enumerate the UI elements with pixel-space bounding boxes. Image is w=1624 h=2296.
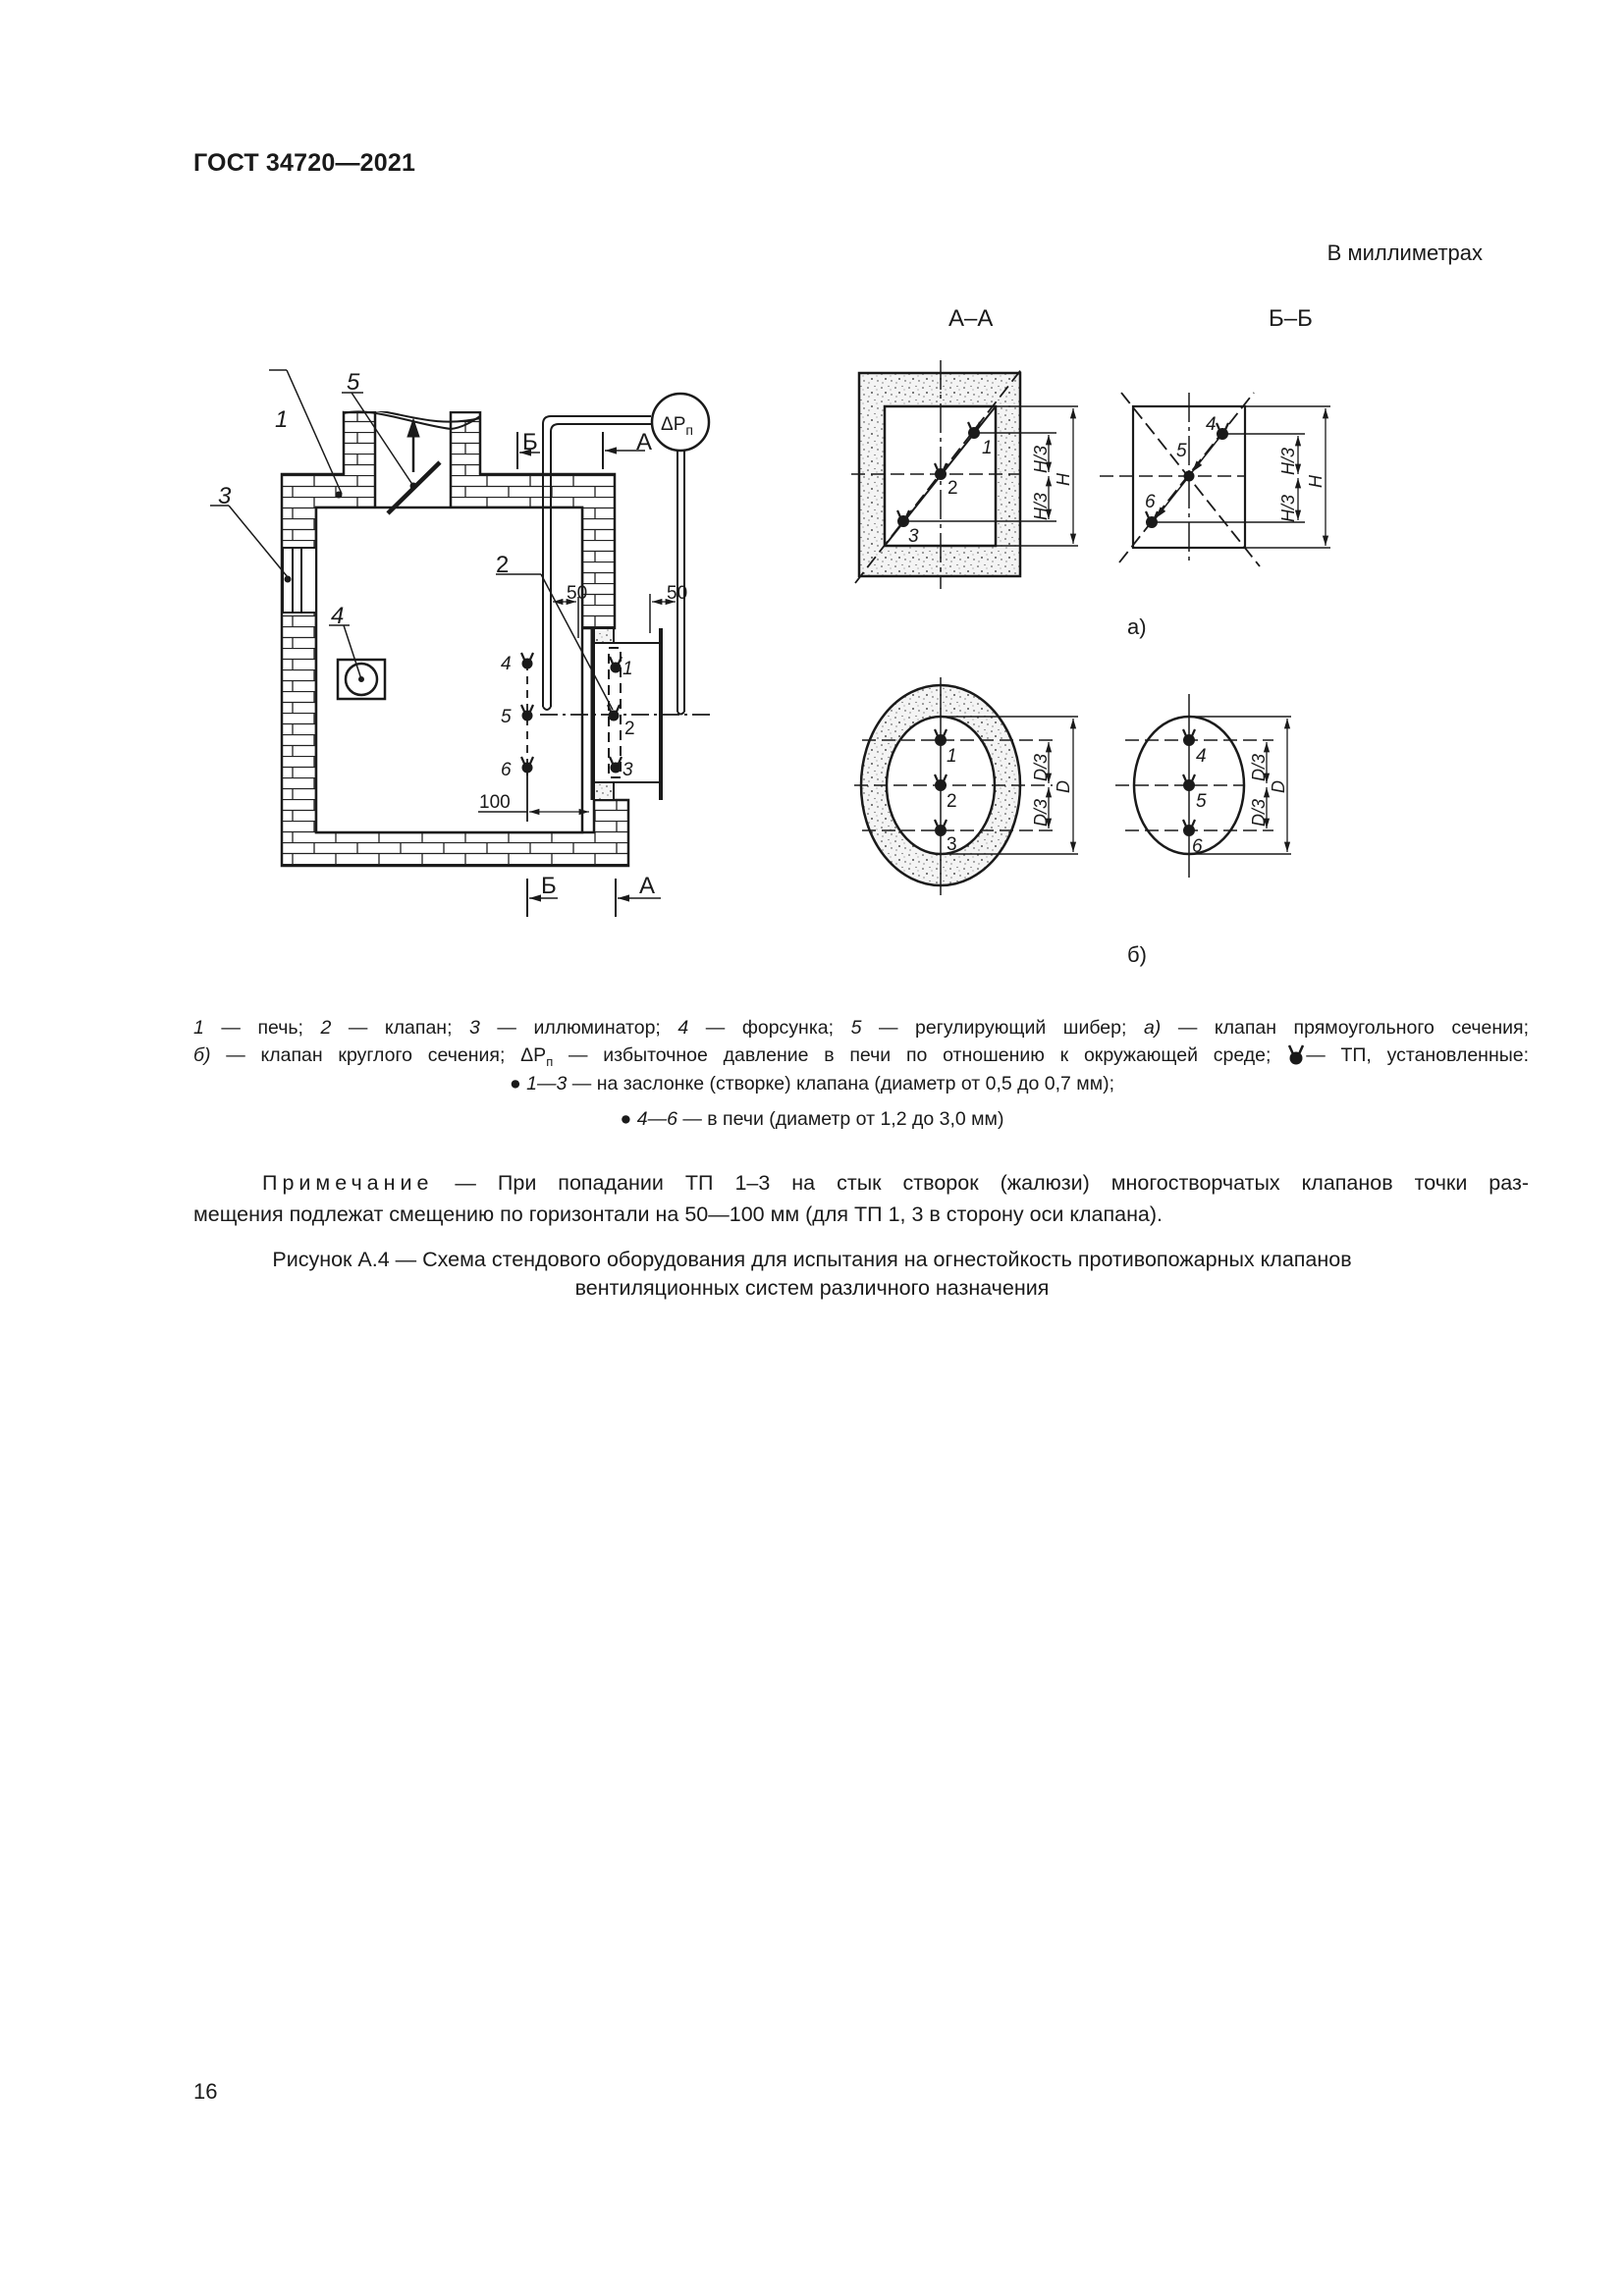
callout-3: 3: [218, 483, 232, 509]
section-mark-a-top: А: [636, 429, 653, 455]
section-bb-round: [1115, 694, 1291, 878]
legend-bullet-2: ● 4—6 — в печи (диаметр от 1,2 до 3,0 мм): [620, 1108, 1004, 1130]
units-note: В миллиметрах: [1326, 240, 1483, 265]
callout-2: 2: [496, 552, 510, 578]
svg-text:D/3: D/3: [1031, 798, 1051, 827]
svg-text:2: 2: [947, 791, 957, 812]
callout-5: 5: [347, 369, 360, 396]
svg-text:H/3: H/3: [1031, 492, 1051, 520]
svg-text:4: 4: [1206, 414, 1217, 435]
svg-text:50: 50: [667, 583, 688, 604]
section-mark-b-top: Б: [522, 429, 538, 455]
svg-text:5: 5: [1176, 441, 1187, 461]
svg-text:1: 1: [947, 746, 957, 767]
svg-text:2: 2: [624, 719, 635, 739]
section-aa-title: А–А: [948, 305, 994, 332]
svg-text:3: 3: [947, 834, 957, 855]
callout-1: 1: [275, 406, 289, 433]
svg-text:H: H: [1306, 475, 1326, 488]
standard-code: ГОСТ 34720—2021: [193, 149, 416, 177]
note-label: Примечание: [262, 1171, 434, 1195]
svg-text:1: 1: [982, 438, 993, 458]
pressure-gauge-label: $\Delta P_п$: [661, 414, 693, 438]
legend-bullet-1: ● 1—3 — на заслонке (створке) клапана (диаметр от 0,5 до 0,7 мм);: [509, 1073, 1115, 1095]
section-bb-title: Б–Б: [1269, 305, 1313, 332]
svg-text:4: 4: [501, 654, 512, 674]
svg-text:6: 6: [1145, 492, 1156, 512]
subfigure-label-b: б): [1127, 942, 1147, 967]
svg-text:H/3: H/3: [1278, 494, 1298, 522]
legend-line-2: б) — клапан круглого сечения; $\Delta P_п$ — избыточное давление в печи по отношению к окружающей среде; — ТП, установленные:: [193, 1044, 1529, 1069]
legend-line-1: 1 — печь; 2 — клапан; 3 — иллюминатор; 4 — форсунка; 5 — регулирующий шибер; а) — клапан прямоугольного сечения;: [193, 1017, 1529, 1039]
note: Примечание — При попадании ТП 1–3 на стык створок (жалюзи) многостворчатых клапанов точки раз- мещения подлежат смещению по горизонтали на 50—100 мм (для ТП 1, 3 в сторону оси клапана).: [193, 1171, 1529, 1226]
thermocouple-icon: [1286, 1043, 1306, 1065]
svg-text:D/3: D/3: [1031, 753, 1051, 781]
svg-text:D/3: D/3: [1249, 753, 1269, 781]
svg-text:2: 2: [947, 478, 958, 499]
svg-text:D: D: [1269, 780, 1288, 793]
section-mark-a-bottom: А: [639, 873, 656, 899]
svg-text:D/3: D/3: [1249, 798, 1269, 827]
svg-text:4: 4: [1196, 746, 1207, 767]
section-aa-round: [854, 677, 1078, 895]
svg-text:5: 5: [501, 707, 512, 727]
svg-text:3: 3: [623, 760, 633, 780]
svg-text:6: 6: [1192, 836, 1203, 857]
svg-text:H/3: H/3: [1031, 445, 1051, 473]
svg-text:H/3: H/3: [1278, 447, 1298, 475]
svg-text:D: D: [1054, 780, 1073, 793]
figure-legend: [193, 1014, 1529, 1076]
svg-text:H: H: [1054, 473, 1073, 486]
section-mark-b-bottom: Б: [541, 873, 557, 899]
figure-caption: Рисунок А.4 — Схема стендового оборудования для испытания на огнестойкость противопожарных клапанов вентиляционных систем различного назначения: [272, 1248, 1352, 1300]
section-aa-rect: [851, 360, 1078, 589]
svg-text:1: 1: [623, 659, 633, 679]
page-number: 16: [193, 2079, 218, 2104]
svg-text:5: 5: [1196, 791, 1207, 812]
figure-a4-drawing: [0, 0, 1624, 982]
svg-text:100: 100: [479, 792, 511, 813]
svg-text:50: 50: [567, 583, 588, 604]
subfigure-label-a: а): [1127, 614, 1147, 639]
callout-4: 4: [331, 603, 345, 629]
svg-text:3: 3: [908, 526, 919, 547]
svg-text:6: 6: [501, 760, 512, 780]
